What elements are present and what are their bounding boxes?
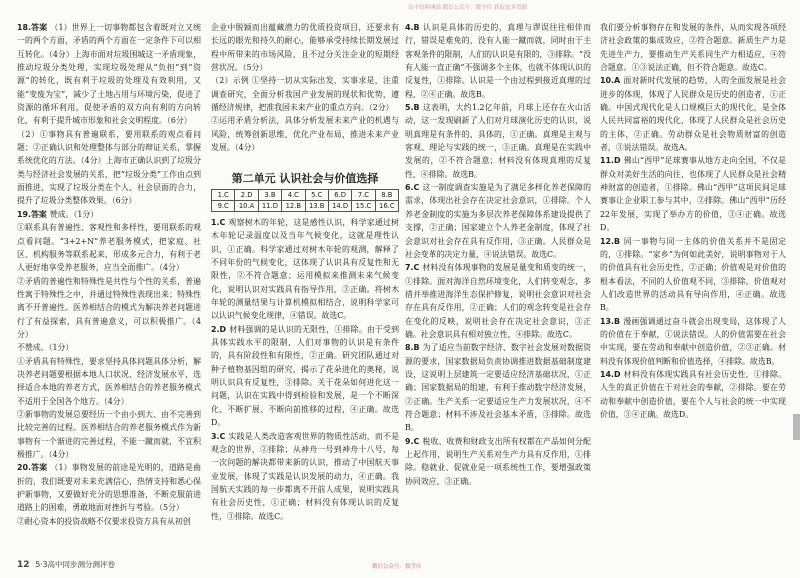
answer-text: ①联系具有普遍性、客观性和多样性，要用联系的观点看问题。“3+2+N”养老服务模式，把家庭、社区、机构服务等联系起来，形成多元合力，有利于老人更好地享受养老服务，应当全面推广。（4分）	[17, 223, 201, 273]
table-cell: 12.B	[282, 201, 305, 212]
table-cell: 11.D	[258, 201, 281, 212]
answer-text: 实践是人类改造客观世界的物质性活动，而不是观念的世界，②排除；从神舟一号到神舟十八号，每一次问题的解决都带来新的认识，推动了中国航天事业发展，体现了实践是认识发展的动力，④正确。我国航天实践的每一步都离不开前人成果，说明实践具有社会历史性，①正确；材料没有体现认识的反复性，③排除。故选C。	[211, 431, 399, 521]
question-number: 10.A	[600, 76, 621, 86]
answer-text: ②矛盾的普遍性和特殊性是共性与个性的关系，普遍性寓于特殊性之中，并通过特殊性表现出来；特殊性离不开普遍性。医养相结合的模式为解决养老问题进行了有益探索，具有普遍意义，可以积极推广。（4分）	[17, 276, 201, 339]
answer-text: ①矛盾具有特殊性，要求坚持具体问题具体分析，解决养老问题要根据本地人口状况、经济发展水平，选择适合本地的养老方式，医养相结合的养老服务模式不适用于全国各个地方。（4分）	[17, 356, 201, 406]
table-cell: 14.D	[328, 201, 351, 212]
table-row	[212, 201, 399, 212]
question-number: 3.C	[211, 431, 226, 441]
table-cell: 16.C	[375, 201, 398, 212]
answer-text: 为了适应当前数字经济、数字社会发展对数据资源的要求，国家数据局负责协调推进数据基础制度建设，这说明上层建筑一定要适应经济基础状况，①正确；国家数据局的组建，有利于推动数字经济发展，②正确。生产关系一定要适应生产力发展状况，④不符合题意；材料不涉及社会基本矛盾，③排除。故选B。	[405, 343, 591, 433]
answer-paragraph	[600, 154, 786, 234]
answer-paragraph	[211, 323, 399, 430]
table-row	[212, 190, 399, 201]
answer-text: ②运用矛盾分析法，具体分析发展未来产业的机遇与风险，统筹创新思维，优化产业布局，推进未来产业发展。（4分）	[211, 116, 399, 153]
unit-title: 第二单元 认识社会与价值选择	[231, 172, 379, 185]
table-cell: 4.C	[282, 190, 305, 201]
column-4	[600, 21, 786, 557]
answer-text: 佛山“西甲”足球赛事从地方走向全国，不仅是群众对美好生活的向往，也体现了人民群众是社会精神财富的创造者，①排除。佛山“西甲”这项民间足球赛事让企业职工参与其中，②排除。佛山“西甲”历经22年发展，实现了举办方的价值，③④正确。故选D。	[600, 156, 786, 233]
continued-answer	[211, 21, 399, 168]
answer-text: ②耐心资本的投资战略不仅要求投资方具有从初创	[17, 516, 191, 526]
answer-text: 材料没有体现实践具有社会历史性，①排除。人生的真正价值在于对社会的奉献，②排除。要在劳动和奉献中创造价值，要在个人与社会的统一中实现价值，③④正确。故选D。	[600, 369, 786, 419]
answer-text: （1）世界上一切事物都包含着既对立又统一的两个方面，矛盾的两个方面在一定条件下可以相互转化。（4分）上海市面对垃圾围城这一矛盾现象，推动垃圾分类处理，实现垃圾处理从“负担”到“资源”的转化，既有利于垃圾的处理及有效利用，又能“变废为宝”，减少了土地占用与环境污染，促进了资源的循环利用，促使矛盾的双方向有利的方向转化，有利于提升城市形象和社会文明程度。（6分）	[17, 23, 201, 126]
table-cell: 13.B	[305, 201, 328, 212]
answer-paragraph	[17, 341, 201, 354]
answer-text: 认识是具体的历史的，真理与谬误往往相伴而行，错误是难免的，没有人能一蹴而就，同时由于主客观条件的限制，人们的认识是有限的，③排除。“没有人能一直正确”不强调多个主体，也就不体现认识的反复性，①排除。认识是一个由过程到接近真理的过程，②④正确。故选B。	[405, 23, 591, 99]
table-cell: 6.D	[328, 190, 351, 201]
question-number: 4.B	[405, 23, 420, 32]
answer-key-table	[211, 189, 399, 212]
answer-text: 这表明，大约1.2亿年前，月球上还存在火山活动，这一发现刷新了人们对月球演化历史的认识，说明真理是有条件的、具体的，①正确。真理是主观与客观、理论与实践的统一，③正确。真理是在实践中发展的，②不符合题意；材料没有体现真理的反复性，④排除。故选B。	[405, 103, 591, 179]
answer-text: 面对新时代发展的趋势，人的全面发展是社会进步的体现，体现了人民群众是历史的创造者，①正确。中国式现代化是人口规模巨大的现代化，是全体人民共同富裕的现代化，体现了人民群众是社会历史的主体，②正确。劳动群众是社会物质财富的创造者，③说法错误。故选A。	[600, 76, 786, 153]
answer-paragraph	[211, 74, 399, 114]
answer-paragraph	[211, 216, 399, 323]
answer-text: 同一事物与同一主体的价值关系并不是固定的，①排除。“家乡”为何如此美好，说明事物对于人的价值具有社会历史性，②正确；价值观是对价值的根本看法，不同的人价值观不同，③排除。价值观对人们改造世界的活动具有导向作用，④正确。故选B。	[600, 236, 786, 313]
answer-paragraph	[600, 74, 786, 154]
table-cell: 1.C	[212, 190, 235, 201]
answer-paragraph	[17, 21, 201, 128]
page-number: 12	[17, 560, 30, 570]
footer-watermark: 微信公众号：数学库	[372, 564, 422, 570]
answer-text: 不赞成。（1分）	[17, 343, 74, 353]
answer-paragraph	[405, 21, 591, 101]
column-3	[405, 21, 591, 557]
column-1	[17, 21, 201, 557]
table-cell: 7.C	[352, 190, 375, 201]
answer-text: 这一制度调查实施是为了满足多样化养老保障的需求，体现出社会存在决定社会意识，①排除。个人养老金制度的实施为多层次养老保障体系建设提供了支撑，②正确；国家建立个人养老金制度，体现了社会意识对社会存在具有反作用，③正确。人民群众是社会变革的决定力量，④说法错误。故选C。	[405, 183, 591, 259]
answer-paragraph	[600, 21, 786, 74]
table-cell: 3.B	[258, 190, 281, 201]
table-cell: 5.C	[305, 190, 328, 201]
table-cell: 10.A	[235, 201, 258, 212]
question-number: 6.C	[405, 183, 420, 193]
question-number: 12.B	[600, 236, 620, 246]
answer-text: 税收、收费和财政支出所有权都在产品如何分配上起作用，说明生产关系对生产力具有反作用，①排除。稳就业、促就业是一项系统性工作，要增强政策协同效应，③正确。	[405, 436, 591, 486]
question-number: 1.C	[211, 218, 226, 227]
book-title: 5·3高中同步测分测评卷	[35, 560, 115, 569]
answer-text: 观察树木的年轮，这是感性认识，科学家通过树木年轮记录温度以及当年气候变化，这就是理性认识，①正确。科学家通过对树木年轮的观测，解释了不同年份的气候变化，这体现了认识具有反复性和无限性，②不符合题意；运用模拟来推测未来气候变化，说明认识对实践具有指导作用，③正确。将树木年轮的测量结果与计算机模拟相结合，说明科学家可以认识气候变化规律，④错误。故选C。	[211, 218, 399, 321]
answer-paragraph	[17, 275, 201, 342]
answer-paragraph	[405, 261, 591, 341]
answer-paragraph	[600, 368, 786, 421]
question-number: 9.C	[405, 436, 420, 446]
answer-text: （2）示例 ①坚持一切从实际出发，实事求是，注重调查研究，全面分析我国产业发展的现状和优势，遵循经济规律，把准我国未来产业的重点方向。（2分）	[211, 76, 399, 113]
answer-text: ②新事物的发展总要经历一个由小到大、由不完善到比较完善的过程。医养相结合的养老服务模式作为新事物有一个渐进的完善过程，不能一蹴而就，不宜积极推广。（4分）	[17, 409, 201, 459]
answer-paragraph	[17, 355, 201, 408]
answer-paragraph	[600, 315, 786, 368]
table-cell: 8.B	[375, 190, 398, 201]
table-cell: 2.D	[235, 190, 258, 201]
question-number: 19.答案	[17, 209, 47, 219]
question-number: 18.答案	[17, 23, 48, 32]
answer-text: （1）事物发展的前途是光明的，道路是曲折的，我们既要对未来充满信心，热情支持和悉心保护新事物，又要做好充分的思想准备，不断克服前进道路上的困难，勇敢地面对挫折与考验。（5分）	[17, 463, 201, 513]
question-number: 14.D	[600, 369, 621, 379]
question-number: 2.D	[211, 324, 227, 334]
page-footer	[17, 558, 115, 572]
answer-paragraph	[17, 208, 201, 221]
answer-text: 企业中脱颖而出蕴藏潜力的优质投资项目，还要求有长远的眼光和持久的耐心，能够承受持续长期发展过程中所带来的市场风险，且不过分关注企业的短期经营状况。（5分）	[211, 23, 399, 73]
answer-paragraph	[405, 181, 591, 261]
question-number: 7.C	[405, 263, 420, 273]
question-number: 13.B	[600, 316, 620, 326]
top-watermark: 高中资料网站 微信公众号：数学库 获取更多资源	[408, 5, 527, 11]
answer-paragraph	[600, 235, 786, 315]
answer-paragraph	[17, 515, 201, 528]
answer-paragraph	[17, 408, 201, 461]
page-edge-tab	[793, 414, 800, 440]
question-number: 5.B	[405, 103, 420, 113]
answer-paragraph	[17, 221, 201, 274]
answer-paragraph	[405, 341, 591, 434]
answer-text: 材料没有体现事物的发展是量变和质变的统一，①排除。面对海洋自然环境变化，人们转变观念，多措并举推进海洋生态保护修复，说明社会意识对社会存在具有反作用，②正确；人们的观念转变是社会存在变化的反映，说明社会存在决定社会意识，③正确。社会意识具有相对独立性，④排除。故选C。	[405, 263, 591, 339]
answer-text: 漫画强调通过奋斗就会出现变局，这体现了人的价值在于奉献，①说法错误。人的价值需要在社会中实现，要在劳动和奉献中创造价值，②③正确。材料没有体现价值判断和价值选择，④排除。故选B。	[600, 316, 786, 366]
column-2	[211, 21, 399, 557]
answer-paragraph	[405, 435, 591, 488]
question-number: 20.答案	[17, 463, 48, 473]
answer-text: （2）①事物具有普遍联系，要用联系的观点看问题；②正确认识和处理整体与部分的辩证关系，掌握系统优化的方法。（4分）上海市正确认识到了垃圾分类与经济社会发展的关系，把“垃圾分类”工作由点到面推进，实现了垃圾分类在个人、社会层面的合力，提升了垃圾分类整体效果。（6分）	[17, 129, 201, 206]
answer-paragraph	[17, 461, 201, 514]
table-cell: 15.C	[352, 201, 375, 212]
answer-text: 我们要分析事物存在和发展的条件，从而实现各项经济社会政策的集成效应，②符合题意。新质生产力是先进生产力，要推动生产关系同生产力相适应，④符合题意。①③说法正确，但不符合题意。故选C。	[600, 23, 786, 73]
question-number: 8.B	[405, 343, 420, 353]
answer-paragraph	[211, 114, 399, 154]
answer-text: 赞成。（1分）	[49, 209, 99, 219]
answer-paragraph	[405, 101, 591, 181]
answer-paragraph	[211, 21, 399, 74]
table-cell: 9.C	[212, 201, 235, 212]
answer-paragraph	[17, 128, 201, 208]
question-number: 11.D	[600, 156, 621, 166]
answer-text: 材料强调的是认识的无限性，①排除。由于受到具体实践水平的限制，人们对事物的认识是有条件的，具有阶段性和有限性，②正确。研究团队通过对种子植物基因组的研究，揭示了花朵进化的奥秘，说明认识具有反复性，③排除。关于花朵如何进化这一问题，认识在实践中得到检验和发展，是一个不断深化、不断扩展、不断向前推移的过程，④正确。故选D。	[211, 324, 399, 428]
answer-paragraph	[211, 430, 399, 523]
